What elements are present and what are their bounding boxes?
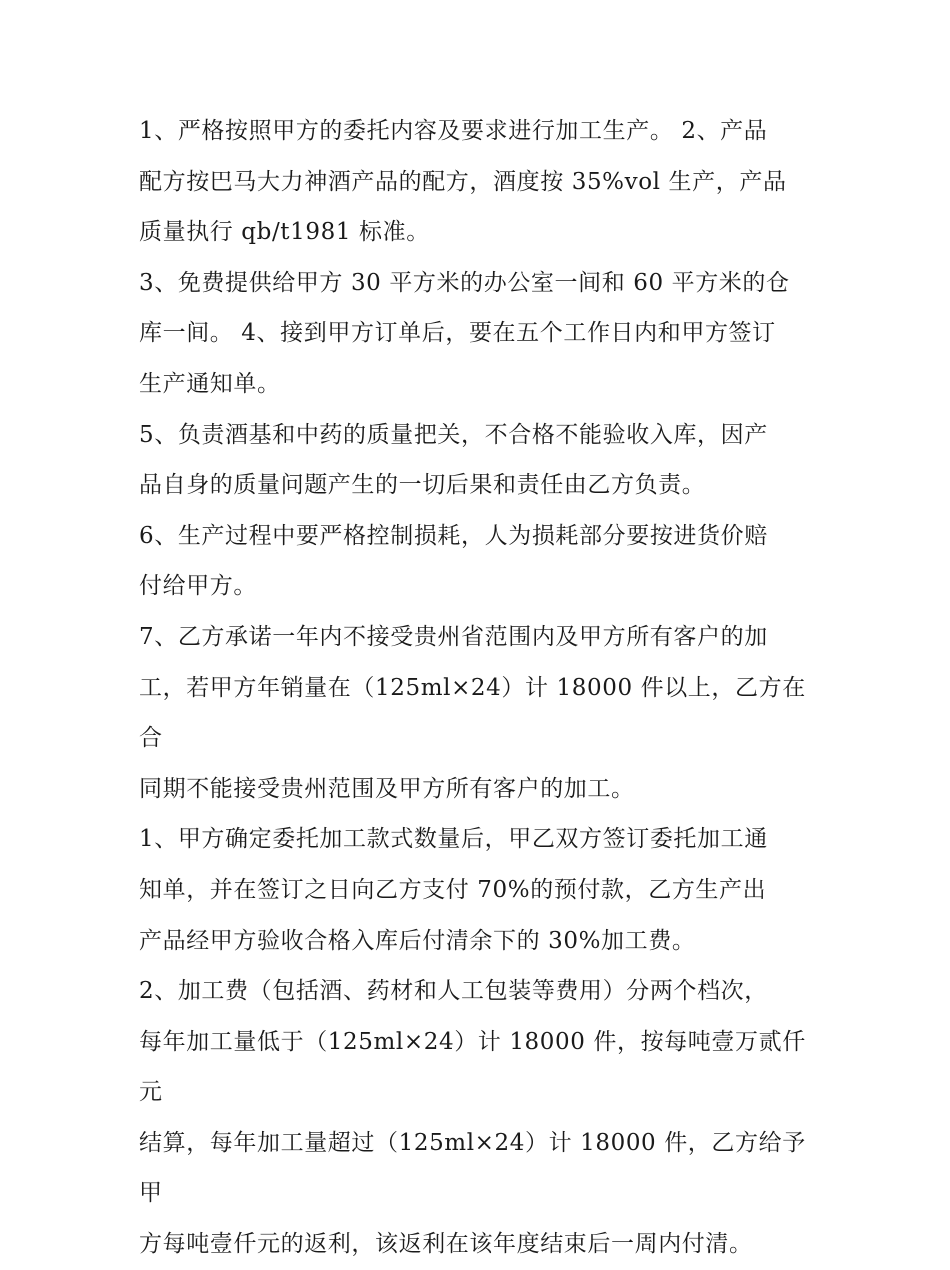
- text-line: 方每吨壹仟元的返利，该返利在该年度结束后一周内付清。: [139, 1231, 753, 1258]
- text-line: 工，若甲方年销量在（125ml×24）计 18000 件以上，乙方在合: [139, 674, 806, 752]
- text-line: 7、乙方承诺一年内不接受贵州省范围内及甲方所有客户的加: [139, 623, 768, 650]
- document-body: [139, 106, 819, 1270]
- text-line: 生产通知单。: [139, 370, 281, 397]
- text-line: 库一间。 4、接到甲方订单后，要在五个工作日内和甲方签订: [139, 320, 776, 347]
- text-line: 2、加工费（包括酒、药材和人工包装等费用）分两个档次，: [139, 978, 768, 1005]
- text-line: 配方按巴马大力神酒产品的配方，酒度按 35%vol 生产，产品: [139, 168, 787, 195]
- text-line: 付给甲方。: [139, 573, 257, 600]
- text-line: 结算，每年加工量超过（125ml×24）计 18000 件，乙方给予甲: [139, 1129, 806, 1207]
- text-line: 每年加工量低于（125ml×24）计 18000 件，按每吨壹万贰仟元: [139, 1028, 806, 1106]
- text-line: 产品经甲方验收合格入库后付清余下的 30%加工费。: [139, 927, 696, 954]
- text-line: 3、免费提供给甲方 30 平方米的办公室一间和 60 平方米的仓: [139, 269, 790, 296]
- text-line: 品自身的质量问题产生的一切后果和责任由乙方负责。: [139, 472, 706, 499]
- text-line: 1、甲方确定委托加工款式数量后，甲乙双方签订委托加工通: [139, 826, 768, 853]
- text-line: 6、生产过程中要严格控制损耗，人为损耗部分要按进货价赔: [139, 522, 768, 549]
- text-line: 同期不能接受贵州范围及甲方所有客户的加工。: [139, 775, 635, 802]
- text-line: 1、严格按照甲方的委托内容及要求进行加工生产。 2、产品: [139, 118, 768, 144]
- text-line: 质量执行 qb/t1981 标准。: [139, 219, 430, 246]
- text-line: 知单，并在签订之日向乙方支付 70%的预付款，乙方生产出: [139, 876, 767, 903]
- text-line: 5、负责酒基和中药的质量把关，不合格不能验收入库，因产: [139, 421, 768, 448]
